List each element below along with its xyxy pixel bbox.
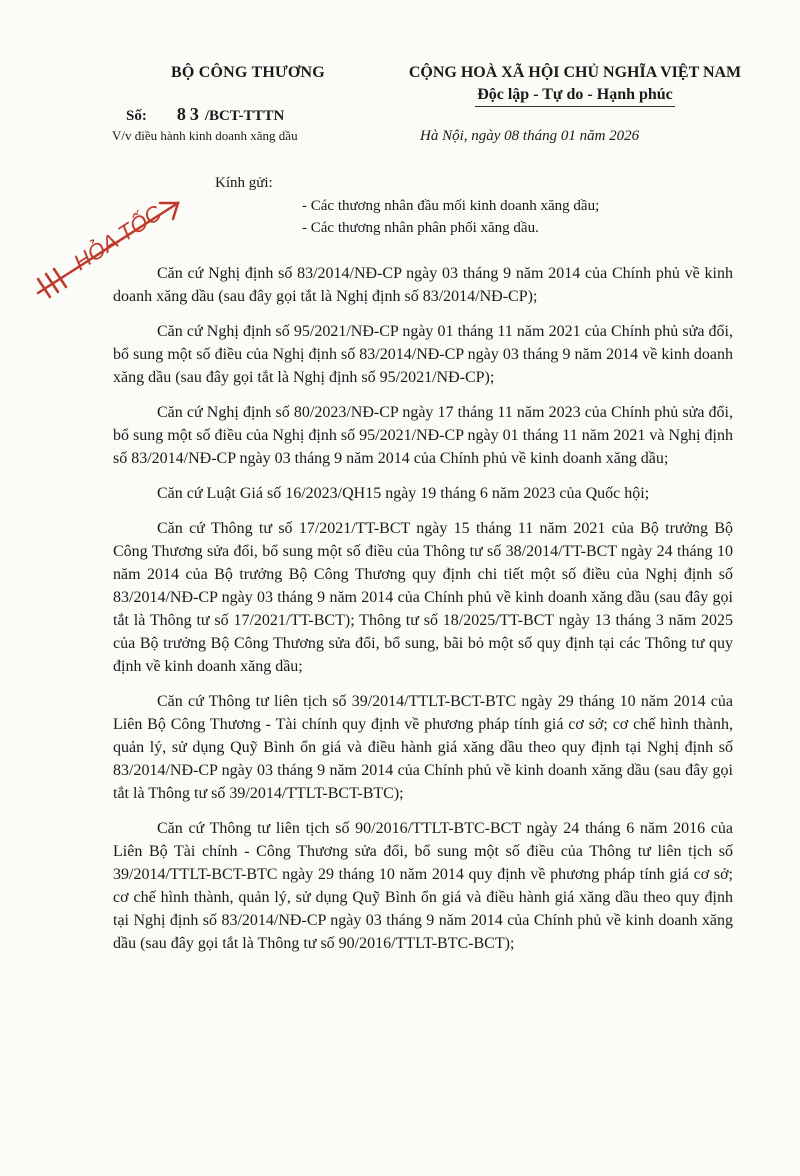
recipient-item: - Các thương nhân đầu mối kinh doanh xăng dầu; <box>302 198 600 214</box>
addressee-label: Kính gửi: <box>215 175 273 191</box>
agency-block <box>118 64 378 82</box>
body-paragraph: Căn cứ Nghị định số 80/2023/NĐ-CP ngày 17 tháng 11 năm 2023 của Chính phủ sửa đổi, bổ sung một số điều của Nghị định số 95/2021/NĐ-CP ngày 01 tháng 11 năm 2021 và Nghị định số 83/2014/NĐ-CP ngày 03 tháng 9 năm 2014 của Chính phủ về kinh doanh xăng dầu; <box>113 404 733 467</box>
recipient-list <box>302 195 599 239</box>
recipient-item: - Các thương nhân phân phối xăng dầu. <box>302 220 539 236</box>
body-paragraph: Căn cứ Luật Giá số 16/2023/QH15 ngày 19 tháng 6 năm 2023 của Quốc hội; <box>157 485 650 502</box>
urgent-stamp-text: HỎA TỐC <box>69 200 167 276</box>
document-body <box>113 262 733 967</box>
body-paragraph: Căn cứ Thông tư liên tịch số 90/2016/TTLT-BTC-BCT ngày 24 tháng 6 năm 2016 của Liên Bộ Tài chính - Công Thương sửa đổi, bổ sung một số điều của Thông tư liên tịch số 39/2014/TTLT-BCT-BTC ngày 29 tháng 10 năm 2014 quy định về phương pháp tính giá cơ sở; cơ chế hình thành, quản lý, sử dụng Quỹ Bình ổn giá và điều hành giá xăng dầu theo quy định tại Nghị định số 83/2014/NĐ-CP ngày 03 tháng 9 năm 2014 của Chính phủ về kinh doanh xăng dầu (sau đây gọi tắt là Thông tư số 90/2016/TTLT-BTC-BCT); <box>113 820 733 952</box>
body-paragraph: Căn cứ Thông tư liên tịch số 39/2014/TTLT-BCT-BTC ngày 29 tháng 10 năm 2014 của Liên Bộ Công Thương - Tài chính quy định về phương pháp tính giá cơ sở; cơ chế hình thành, quản lý, sử dụng Quỹ Bình ổn giá và điều hành giá xăng dầu theo quy định tại Nghị định số 83/2014/NĐ-CP ngày 03 tháng 9 năm 2014 của Chính phủ về kinh doanh xăng dầu (sau đây gọi tắt là Thông tư số 39/2014/TTLT-BCT-BTC); <box>113 693 733 802</box>
document-date: Hà Nội, ngày 08 tháng 01 năm 2026 <box>420 128 640 144</box>
agency-name: BỘ CÔNG THƯƠNG <box>171 64 325 81</box>
doc-no-prefix: Số: <box>126 108 147 124</box>
country-name: CỘNG HOÀ XÃ HỘI CHỦ NGHĨA VIỆT NAM <box>408 64 742 81</box>
doc-no-number: 83 <box>176 104 203 124</box>
body-paragraph: Căn cứ Nghị định số 95/2021/NĐ-CP ngày 01 tháng 11 năm 2021 của Chính phủ sửa đổi, bổ sung một số điều của Nghị định số 83/2014/NĐ-CP ngày 03 tháng 9 năm 2014 về kinh doanh xăng dầu (sau đây gọi tắt là Nghị định số 95/2021/NĐ-CP); <box>113 323 733 386</box>
body-paragraph: Căn cứ Nghị định số 83/2014/NĐ-CP ngày 03 tháng 9 năm 2014 của Chính phủ về kinh doanh xăng dầu (sau đây gọi tắt là Nghị định số 83/2014/NĐ-CP); <box>113 265 733 305</box>
document-number <box>126 104 284 125</box>
national-heading <box>395 64 755 107</box>
body-paragraph: Căn cứ Thông tư số 17/2021/TT-BCT ngày 15 tháng 11 năm 2021 của Bộ trưởng Bộ Công Thương sửa đổi, bổ sung một số điều của Thông tư số 38/2014/TT-BCT ngày 24 tháng 10 năm 2014 của Bộ trưởng Bộ Công Thương quy định chi tiết một số điều của Nghị định số 83/2014/NĐ-CP ngày 03 tháng 9 năm 2014 của Chính phủ về kinh doanh xăng dầu (sau đây gọi tắt là Thông tư số 17/2021/TT-BCT); Thông tư số 18/2025/TT-BCT ngày 13 tháng 3 năm 2025 của Bộ trưởng Bộ Công Thương sửa đổi, bổ sung, bãi bỏ một số quy định tại các Thông tư quy định về kinh doanh xăng dầu; <box>113 520 733 675</box>
document-subject: V/v điều hành kinh doanh xăng dầu <box>112 128 298 143</box>
national-motto: Độc lập - Tự do - Hạnh phúc <box>477 86 673 103</box>
motto-underline <box>475 106 675 107</box>
doc-no-suffix: /BCT-TTTN <box>204 108 285 124</box>
